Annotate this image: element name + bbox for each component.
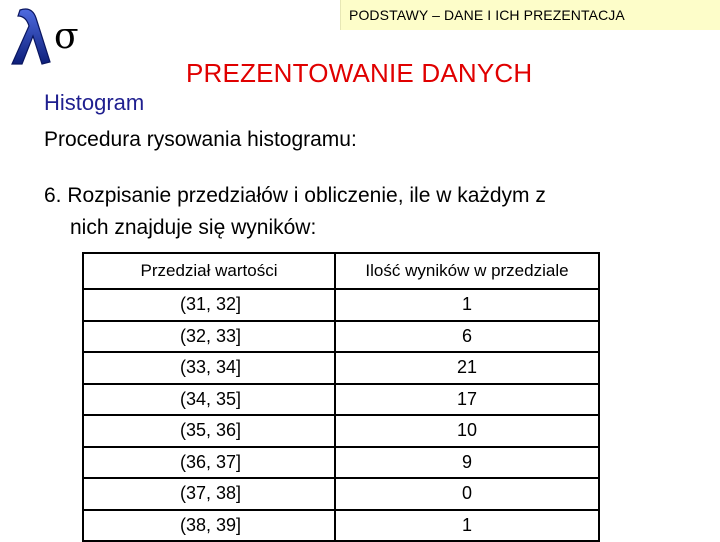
interval-cell: (38, 39] xyxy=(83,510,335,542)
lambda-sigma-logo-icon xyxy=(6,4,88,70)
count-cell: 1 xyxy=(335,510,599,542)
table-row xyxy=(83,352,599,384)
table-row xyxy=(83,321,599,353)
interval-cell: (36, 37] xyxy=(83,447,335,479)
interval-cell: (32, 33] xyxy=(83,321,335,353)
table-row xyxy=(83,415,599,447)
header-count: Ilość wyników w przedziale xyxy=(335,253,599,289)
count-cell: 6 xyxy=(335,321,599,353)
table-row xyxy=(83,384,599,416)
table-row xyxy=(83,447,599,479)
interval-cell: (33, 34] xyxy=(83,352,335,384)
count-cell: 10 xyxy=(335,415,599,447)
procedure-heading: Procedura rysowania histogramu: xyxy=(44,128,357,151)
count-cell: 1 xyxy=(335,289,599,321)
section-subtitle: Histogram xyxy=(44,90,145,115)
interval-cell: (37, 38] xyxy=(83,478,335,510)
step-text xyxy=(44,180,546,244)
count-cell: 9 xyxy=(335,447,599,479)
step-line-2: nich znajduje się wyników: xyxy=(70,216,317,239)
svg-text:σ: σ xyxy=(54,16,79,57)
step-line-1: 6. Rozpisanie przedziałów i obliczenie, ile w każdym z xyxy=(44,184,546,207)
table-header-row xyxy=(83,253,599,289)
frequency-table xyxy=(82,252,600,542)
header-interval: Przedział wartości xyxy=(83,253,335,289)
count-cell: 17 xyxy=(335,384,599,416)
header-banner: PODSTAWY – DANE I ICH PREZENTACJA xyxy=(340,0,720,30)
table-row xyxy=(83,510,599,542)
interval-cell: (35, 36] xyxy=(83,415,335,447)
interval-cell: (34, 35] xyxy=(83,384,335,416)
table-row xyxy=(83,289,599,321)
page-title: PREZENTOWANIE DANYCH xyxy=(186,58,533,88)
table-row xyxy=(83,478,599,510)
interval-cell: (31, 32] xyxy=(83,289,335,321)
count-cell: 21 xyxy=(335,352,599,384)
count-cell: 0 xyxy=(335,478,599,510)
